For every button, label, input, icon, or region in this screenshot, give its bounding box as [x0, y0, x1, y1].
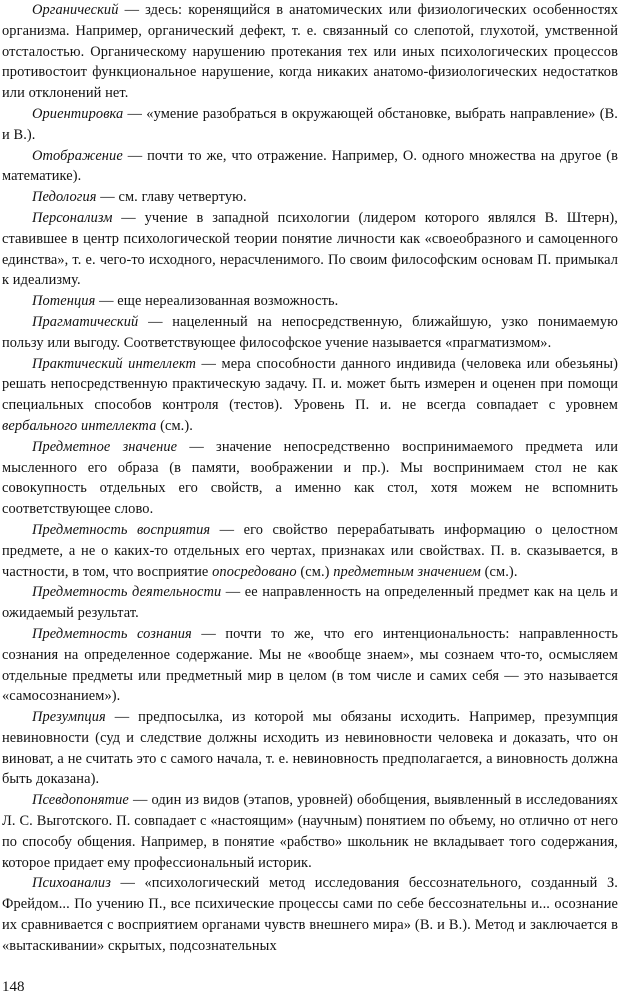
entry-definition-text: — «умение разобраться в окружающей обстановке, выбрать направление» (В. и В.). [2, 105, 618, 143]
entry-term: Ориентировка [32, 105, 124, 122]
entry-definition-text: — ее направленность на определенный предмет как на цель и ожидаемый результат. [2, 584, 618, 622]
entry-definition-text: — почти то же, что его интенциональность: направленность сознания на определенное содержание. Мы не «вообще знаем», мы сознаем что-то, осмысляем отдельные предметы или предметный мир в целом (в том числе и самих себя — это называется «самосознанием»). [2, 625, 618, 705]
entry-definition-text: — значение непосредственно воспринимаемого предмета или мысленного его образа (в памяти, воображении и пр.). Мы воспринимаем стол не как совокупность отдельных его свойств, а именно как стол, хотя можем не вспомнить соответствующее слово. [2, 438, 619, 518]
entry-term: Педология [32, 189, 97, 206]
glossary-entry [2, 208, 618, 291]
entry-term: Отображение [32, 147, 123, 164]
entry-term: Предметное значение [32, 438, 178, 455]
entry-definition-text: (см.). [156, 417, 193, 434]
entry-definition-text: — здесь: коренящийся в анатомических или физиологических особенностях организма. Например, органический дефект, т. е. связанный со слепотой, глухотой, умственной отсталостью. Органическому нарушению протекания тех или иных психологических процессов противостоит функциональное нарушение, когда никаких анатомо-физиологических недостатков или отклонений нет. [2, 2, 618, 102]
entry-definition-text: (см.). [480, 563, 518, 580]
entry-definition-text: — мера способности данного индивида (человека или обезьяны) решать непосредственную практическую задачу. П. и. может быть измерен и оценен при помощи специальных способов контроля (тестов). Уровень П. и. не всегда совпадает с уровнем [2, 355, 618, 414]
entry-definition-text: — почти то же, что отражение. Например, О. одного множества на другое (в математике). [2, 147, 618, 185]
entry-definition-text: (см.) [296, 563, 334, 580]
glossary-entry [2, 437, 618, 520]
glossary-entry [2, 707, 618, 790]
entry-definition-text: — один из видов (этапов, уровней) обобщения, выявленный в исследованиях Л. С. Выготского. П. совпадает с «настоящим» (научным) понятием по объему, но отлично от него по способу общения. Например, в понятие «рабство» школьник не вкладывает того содержания, которое придает ему профессиональный историк. [2, 792, 618, 871]
entry-term: Органический [32, 2, 119, 18]
entry-definition-text: — еще нереализованная возможность. [95, 293, 339, 310]
entry-definition-text: — учение в западной психологии (лидером которого являлся В. Штерн), ставившее в центр психологической теории понятие личности как «своеобразного и самоценного единства», т. е. чего-то исходного, нерасчленимого. По своим философским основам П. примыкал к идеализму. [2, 209, 618, 289]
entry-term: Псевдопонятие [32, 792, 129, 809]
glossary-entries [2, 0, 618, 957]
cross-reference-term: вербального интеллекта [2, 417, 157, 434]
entry-term: Персонализм [32, 209, 113, 226]
glossary-entry [2, 291, 618, 312]
glossary-entry [2, 104, 618, 146]
glossary-entry [2, 0, 618, 104]
glossary-entry [2, 520, 618, 582]
entry-term: Потенция [32, 293, 96, 310]
glossary-entry [2, 146, 618, 188]
cross-reference-term: предметным значением [333, 563, 481, 580]
entry-definition-text: — предпосылка, из которой мы обязаны исходить. Например, презумпция невиновности (суд и следствие должны исходить из невиновности человека и доказать, что он виноват, а не считать это с самого начала, т. е. невиновность предполагается, а виновность должна быть доказана). [2, 709, 618, 788]
glossary-entry [2, 873, 618, 956]
entry-definition-text: — «психологический метод исследования бессознательного, созданный З. Фрейдом... По учению П., все психические процессы сами по себе бессознательны и... осознание их сравнивается с восприятием органами чувств внешнего мира» (В. и В.). Метод и заключается в «вытаскивании» скрытых, подсознательных [2, 875, 618, 954]
entry-term: Предметность восприятия [32, 521, 211, 538]
entry-term: Презумпция [32, 709, 106, 726]
cross-reference-term: опосредовано [212, 563, 297, 580]
glossary-entry [2, 790, 618, 873]
entry-term: Психоанализ [32, 875, 111, 892]
entry-definition-text: — его свойство перерабатывать информацию о целостном предмете, а не о каких-то отдельных его чертах, признаках или свойствах. П. в. сказывается, в частности, в том, что восприятие [2, 521, 618, 580]
entry-term: Практический интеллект [32, 355, 197, 372]
glossary-entry [2, 582, 618, 624]
glossary-entry [2, 624, 618, 707]
entry-definition-text: — см. главу четвертую. [96, 189, 247, 206]
page-number: 148 [2, 979, 25, 995]
entry-term: Предметность деятельности [32, 584, 222, 601]
entry-term: Предметность сознания [32, 625, 192, 642]
glossary-entry [2, 354, 618, 437]
entry-term: Прагматический [32, 313, 139, 330]
glossary-entry [2, 312, 618, 354]
entry-definition-text: — нацеленный на непосредственную, ближайшую, узко понимаемую пользу или выгоду. Соответствующее философское учение называется «прагматизмом». [2, 313, 618, 351]
glossary-entry [2, 187, 618, 208]
